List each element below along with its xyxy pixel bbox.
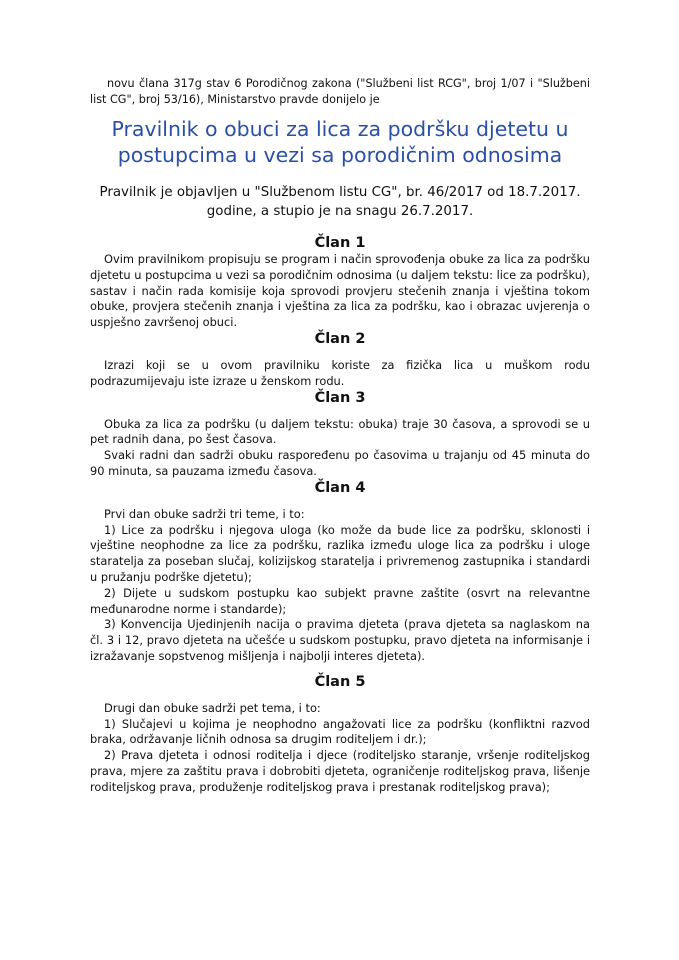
article-3 — [90, 390, 590, 480]
article-heading: Član 1 — [314, 235, 366, 251]
article-heading: Član 3 — [314, 389, 366, 406]
article-4 — [90, 480, 590, 665]
article-heading: Član 2 — [314, 330, 366, 347]
article-paragraph: Obuka za lica za podršku (u daljem tekstu: obuka) traje 30 časova, a sprovodi se u pet radnih dana, po šest časova. — [90, 416, 590, 447]
article-heading: Član 4 — [314, 479, 366, 496]
article-heading: Član 5 — [314, 673, 366, 690]
article-paragraph: Drugi dan obuke sadrži pet tema, i to: — [104, 700, 321, 715]
article-2 — [90, 331, 590, 390]
article-paragraph: 2) Prava djeteta i odnosi roditelja i djece (roditeljsko staranje, vršenje roditeljskog prava, mjere za zaštitu prava i dobrobiti djeteta, ograničenje roditeljskog prava, lišenje roditeljskog prava, produženje roditeljskog prava i prestanak roditeljskog prava); — [90, 748, 590, 794]
article-paragraph: 2) Dijete u sudskom postupku kao subjekt pravne zaštite (osvrt na relevantne međunarodne norme i standarde); — [90, 585, 590, 616]
article-1 — [90, 235, 590, 331]
article-paragraph: 1) Slučajevi u kojima je neophodno angažovati lice za podršku (konfliktni razvod braka, održavanje ličnih odnosa sa drugim roditeljem i dr.); — [90, 716, 590, 747]
intro-text: novu člana 317g stav 6 Porodičnog zakona ("Službeni list RCG", broj 1/07 i "Službeni list CG", broj 53/16), Ministarstvo pravde donijelo je — [90, 77, 590, 106]
article-paragraph: 1) Lice za podršku i njegova uloga (ko može da bude lice za podršku, sklonosti i vještine neophodne za lice za podršku, razlika između uloge lica za podršku i uloge staratelja za poseban slučaj, kolizijskog staratelja i privremenog zastupnika i standardi u pružanju podrške djetetu); — [90, 522, 590, 584]
article-paragraph: Svaki radni dan sadrži obuku raspoređenu po časovima u trajanju od 45 minuta do 90 minuta, sa pauzama između časova. — [90, 448, 590, 478]
article-paragraph: 3) Konvencija Ujedinjenih nacija o pravima djeteta (prava djeteta sa naglaskom na čl. 3 i 12, pravo djeteta na učešće u sudskom postupku, pravo djeteta na informisanje i izražavanje sopstvenog mišljenja i najbolji interes djeteta). — [90, 617, 590, 663]
publication-note: Pravilnik je objavljen u "Službenom listu CG", br. 46/2017 od 18.7.2017. godine, a stupio je na snagu 26.7.2017. — [99, 185, 581, 219]
article-5 — [90, 674, 590, 796]
article-paragraph: Prvi dan obuke sadrži tri teme, i to: — [104, 506, 305, 521]
article-paragraph: Ovim pravilnikom propisuju se program i način sprovođenja obuke za lica za podršku djetetu u postupcima u vezi sa porodičnim odnosima (u daljem tekstu: lice za podršku), sastav i način rada komisije koja sprovodi provjeru stečenih znanja i vještina tokom obuke, provjera stečenih znanja i vještina za lica za podršku, kao i obrazac uvjerenja o uspješno završenoj obuci. — [90, 252, 590, 330]
article-paragraph: Izrazi koji se u ovom pravilniku koriste za fizička lica u muškom rodu podrazumijevaju iste izraze u ženskom rodu. — [90, 357, 590, 388]
document-title: Pravilnik o obuci za lica za podršku djetetu u postupcima u vezi sa porodičnim odnosima — [111, 117, 569, 167]
document-page — [90, 76, 590, 796]
